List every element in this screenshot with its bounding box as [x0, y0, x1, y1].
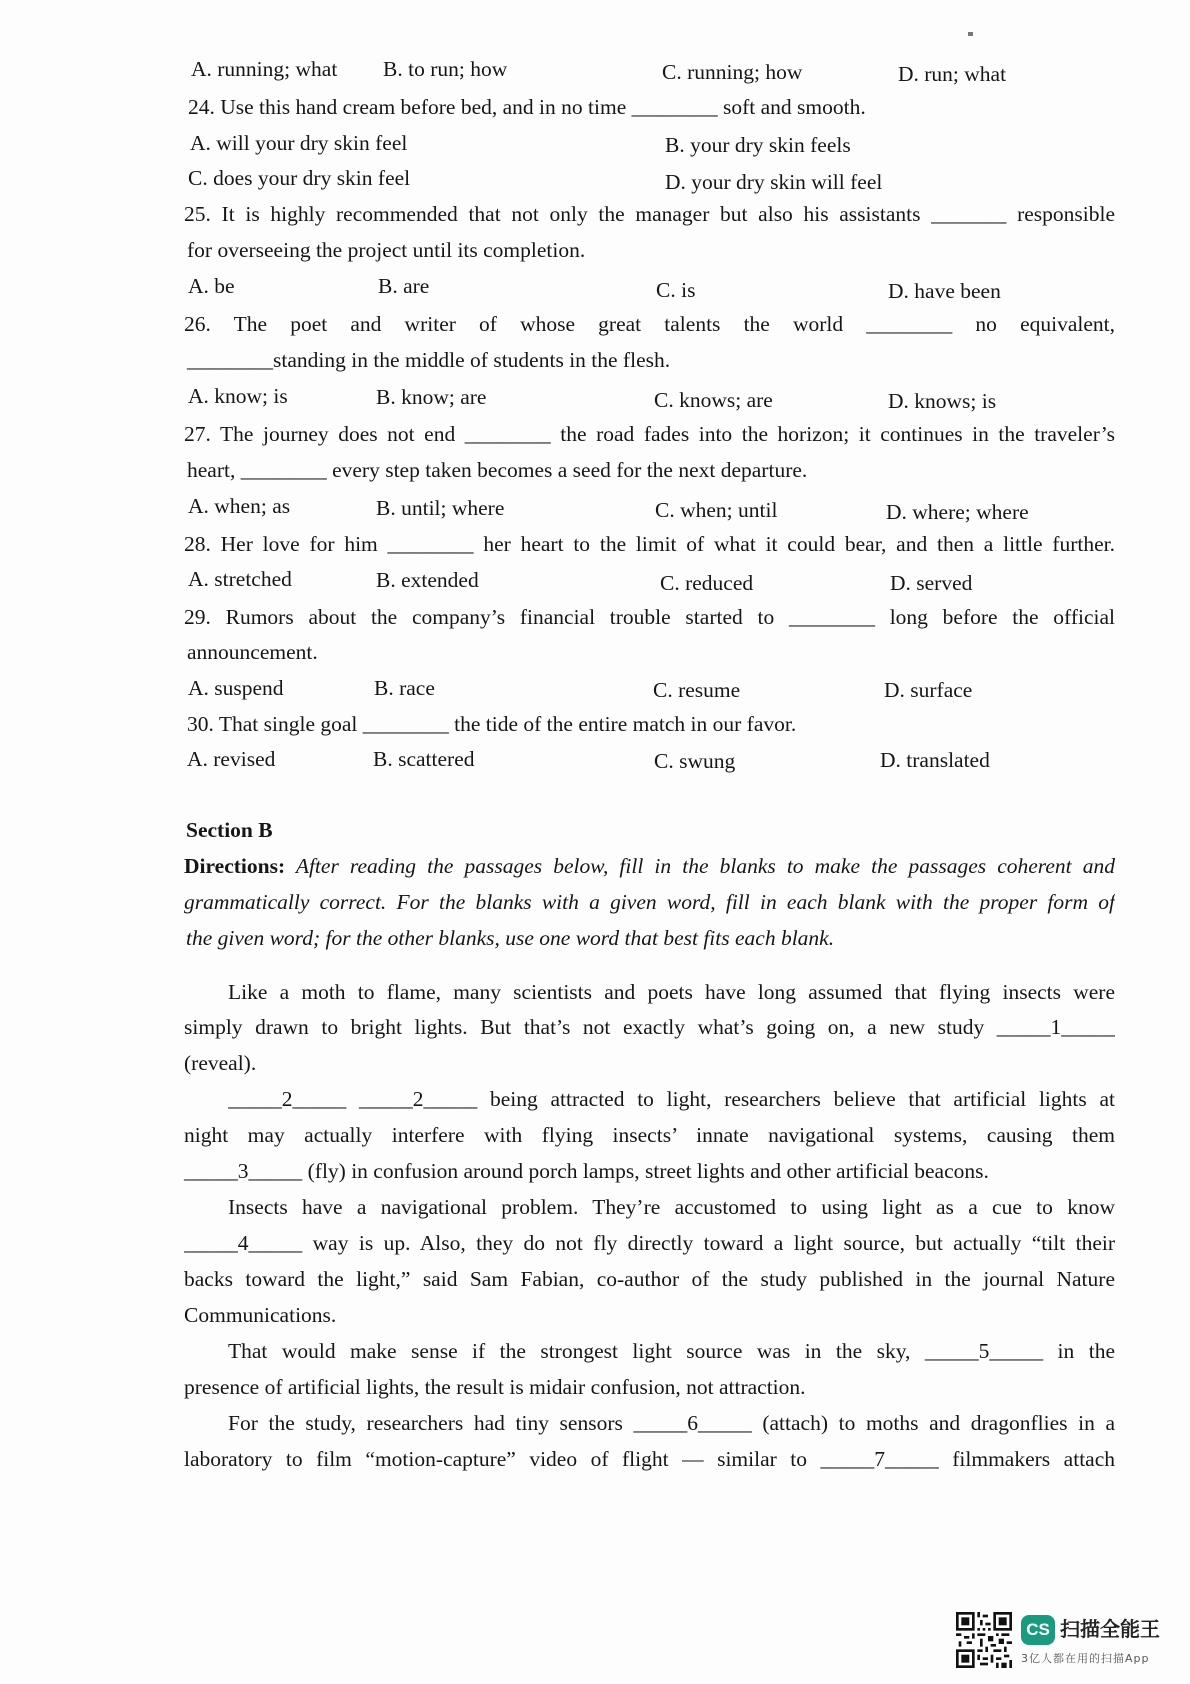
q30-option-d: D. translated: [880, 748, 990, 772]
q29-option-a: A. suspend: [188, 676, 284, 700]
passage-p1-line2: simply drawn to bright lights. But that’s not exactly what’s going on, a new study _____1_____: [184, 1015, 1115, 1039]
q30-option-b: B. scattered: [373, 747, 475, 771]
passage-p3-line2: _____4_____ way is up. Also, they do not fly directly toward a light source, but actually “tilt their: [184, 1231, 1115, 1255]
camscanner-tagline: 3亿人都在用的扫描App: [1021, 1652, 1150, 1665]
q29-stem-line2: announcement.: [187, 640, 318, 664]
q27-stem-line1: 27. The journey does not end ________ the road fades into the horizon; it continues in the traveler’s: [184, 422, 1115, 446]
q27-option-a: A. when; as: [188, 494, 291, 518]
scan-speck: [968, 32, 973, 36]
passage-p3-line3: backs toward the light,” said Sam Fabian, co-author of the study published in the journal Nature: [184, 1267, 1115, 1291]
q25-stem-line2: for overseeing the project until its completion.: [187, 238, 586, 262]
q28-option-d: D. served: [890, 571, 973, 595]
directions-line1: [184, 852, 1115, 880]
q27-stem-line2: heart, ________ every step taken becomes a seed for the next departure.: [187, 458, 808, 482]
q26-option-d: D. knows; is: [888, 389, 997, 413]
directions-line2: grammatically correct. For the blanks with a given word, fill in each blank with the proper form of: [184, 890, 1115, 914]
q28-option-a: A. stretched: [188, 567, 292, 591]
q23-option-c: C. running; how: [662, 60, 803, 84]
camscanner-name: 扫描全能王: [1060, 1617, 1160, 1641]
q25-option-a: A. be: [188, 274, 235, 298]
q26-option-a: A. know; is: [188, 384, 288, 408]
q25-option-b: B. are: [378, 274, 430, 298]
passage-p4-line1: That would make sense if the strongest light source was in the sky, _____5_____ in the: [228, 1339, 1115, 1363]
q23-option-a: A. running; what: [191, 57, 338, 81]
q29-option-c: C. resume: [653, 678, 741, 702]
q25-option-d: D. have been: [888, 279, 1001, 303]
q24-option-a: A. will your dry skin feel: [190, 131, 408, 155]
q28-option-c: C. reduced: [660, 571, 754, 595]
q30-option-a: A. revised: [187, 747, 276, 771]
directions-text-1: After reading the passages below, fill in the blanks to make the passages coherent and: [295, 854, 1115, 878]
passage-p4-line2: presence of artificial lights, the result is midair confusion, not attraction.: [184, 1375, 806, 1399]
passage-p2-line2: night may actually interfere with flying insects’ innate navigational systems, causing them: [184, 1123, 1115, 1147]
q29-option-d: D. surface: [884, 678, 973, 702]
q30-stem: 30. That single goal ________ the tide of the entire match in our favor.: [187, 712, 797, 736]
q26-stem-line2: ________standing in the middle of students in the flesh.: [187, 348, 671, 372]
q27-option-b: B. until; where: [376, 496, 505, 520]
passage-p2-line3: _____3_____ (fly) in confusion around porch lamps, street lights and other artificial beacons.: [184, 1159, 989, 1183]
q24-option-d: D. your dry skin will feel: [665, 170, 883, 194]
camscanner-logo: CS: [1021, 1615, 1055, 1645]
q26-option-b: B. know; are: [376, 385, 487, 409]
q23-option-b: B. to run; how: [383, 57, 508, 81]
q24-stem: 24. Use this hand cream before bed, and in no time ________ soft and smooth.: [188, 95, 866, 119]
q23-option-d: D. run; what: [898, 62, 1007, 86]
qr-code-icon: [956, 1612, 1012, 1668]
passage-p2-line1: _____2_____ _____2_____ being attracted to light, researchers believe that artificial lights at: [228, 1087, 1115, 1111]
q28-stem: 28. Her love for him ________ her heart to the limit of what it could bear, and then a little further.: [184, 532, 1115, 556]
q25-option-c: C. is: [656, 278, 696, 302]
q27-option-d: D. where; where: [886, 500, 1029, 524]
q29-stem-line1: 29. Rumors about the company’s financial trouble started to ________ long before the official: [184, 605, 1115, 629]
q25-stem-line1: 25. It is highly recommended that not only the manager but also his assistants _______ responsible: [184, 202, 1115, 226]
passage-p1-line3: (reveal).: [184, 1051, 257, 1075]
q24-option-b: B. your dry skin feels: [665, 133, 851, 157]
section-b-heading: Section B: [186, 818, 273, 842]
q30-option-c: C. swung: [654, 749, 736, 773]
passage-p1-line1: Like a moth to flame, many scientists and poets have long assumed that flying insects were: [228, 980, 1115, 1004]
passage-p5-line2: laboratory to film “motion-capture” video of flight — similar to _____7_____ filmmakers attach: [184, 1447, 1115, 1471]
q24-option-c: C. does your dry skin feel: [188, 166, 411, 190]
q27-option-c: C. when; until: [655, 498, 778, 522]
passage-p5-line1: For the study, researchers had tiny sensors _____6_____ (attach) to moths and dragonflies in a: [228, 1411, 1115, 1435]
q28-option-b: B. extended: [376, 568, 479, 592]
q26-stem-line1: 26. The poet and writer of whose great talents the world ________ no equivalent,: [184, 312, 1115, 336]
passage-p3-line4: Communications.: [184, 1303, 337, 1327]
directions-line3: the given word; for the other blanks, use one word that best fits each blank.: [186, 926, 835, 950]
passage-p3-line1: Insects have a navigational problem. They’re accustomed to using light as a cue to know: [228, 1195, 1115, 1219]
q26-option-c: C. knows; are: [654, 388, 773, 412]
q29-option-b: B. race: [374, 676, 435, 700]
directions-label: Directions:: [184, 854, 286, 878]
